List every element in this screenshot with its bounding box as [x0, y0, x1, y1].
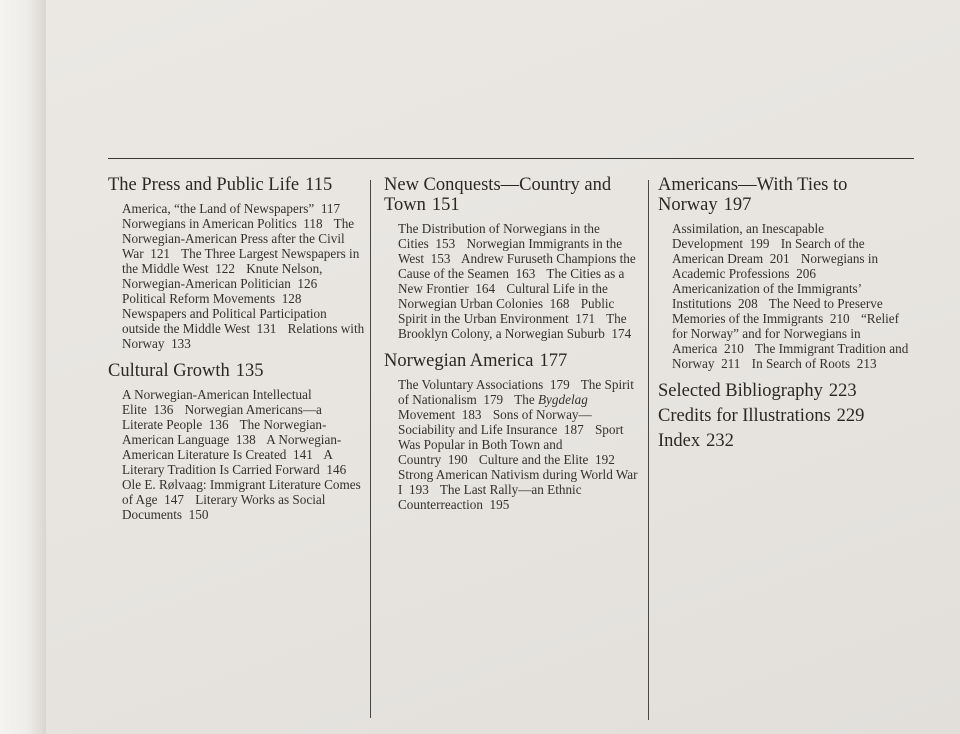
entry-title: Literary Works as Social Documents [122, 492, 326, 522]
entry-page-number: 153 [428, 236, 456, 251]
entry-title: Political Reform Movements [122, 291, 276, 306]
section-heading [658, 406, 914, 426]
entry-title: The Immigrant Tradition and Norway [672, 341, 909, 371]
toc-entry [752, 356, 877, 371]
section-heading [658, 431, 914, 451]
entry-page-number: 122 [208, 261, 235, 276]
section-entries [122, 387, 366, 522]
section-page-number: 223 [828, 381, 857, 401]
entry-title: Cultural Life in the Norwegian Urban Colonies [398, 281, 608, 311]
entry-title: Strong American Nativism during World War I [398, 467, 638, 497]
entry-page-number: 192 [588, 452, 615, 467]
entry-page-number: 150 [182, 507, 209, 522]
entry-page-number: 210 [823, 311, 850, 326]
entry-page-number: 128 [275, 291, 302, 306]
entry-page-number: 153 [424, 251, 451, 266]
entry-page-number: 131 [250, 321, 277, 336]
entry-page-number: 133 [164, 336, 191, 351]
entry-page-number: 118 [296, 216, 323, 231]
section-page-number: 232 [706, 431, 734, 451]
entry-title: “Relief for Norway” and for Norwegians in America [672, 311, 900, 356]
section-heading [108, 361, 366, 381]
toc-section [108, 175, 366, 351]
toc-section [108, 361, 366, 522]
section-heading [384, 351, 640, 371]
section-title: Index [658, 431, 701, 451]
entry-title: Americanization of the Immigrants’ Institutions [672, 281, 862, 311]
entry-title: Norwegians in Academic Professions [672, 251, 879, 281]
entry-page-number: 146 [319, 462, 347, 477]
entry-title: Norwegian Americans—a Literate People [122, 402, 322, 432]
entry-page-number: 171 [568, 311, 596, 326]
section-entries [398, 221, 640, 341]
column-divider-2 [648, 180, 649, 720]
entry-title: Andrew Furuseth Champions the Cause of the Seamen [398, 251, 636, 281]
section-title: New Conquests—Country and Town [384, 175, 612, 215]
entry-title: The Voluntary Associations [398, 377, 544, 392]
entry-page-number: 190 [441, 452, 468, 467]
entry-page-number: 136 [202, 417, 229, 432]
section-entries [672, 221, 914, 371]
section-entries [398, 377, 640, 512]
toc-column-1 [108, 175, 366, 532]
entry-page-number: 211 [714, 356, 741, 371]
entry-title: The Need to Preserve Memories of the Immigrants [672, 296, 883, 326]
entry-title: The Norwegian-American Language [122, 417, 327, 447]
entry-title: In Search of Roots [751, 356, 851, 371]
entry-page-number: 183 [455, 407, 482, 422]
entry-title: The Norwegian-American Press after the Civil War [122, 216, 355, 261]
section-page-number: 151 [431, 195, 460, 215]
toc-entry [122, 216, 323, 231]
section-page-number: 197 [723, 195, 752, 215]
entry-page-number: 199 [743, 236, 770, 251]
section-page-number: 135 [235, 361, 264, 381]
section-title: The Press and Public Life [108, 175, 300, 195]
entry-page-number: 141 [286, 447, 313, 462]
toc-section [384, 175, 640, 341]
section-entries [122, 201, 366, 351]
section-heading [658, 381, 914, 401]
entry-title: America, “the Land of Newspapers” [122, 201, 315, 216]
entry-title: Sons of Norway—Sociability and Life Insurance [398, 407, 592, 437]
entry-title: In Search of the American Dream [672, 236, 865, 266]
entry-title: Knute Nelson, Norwegian-American Politician [122, 261, 323, 291]
toc-section [658, 381, 914, 401]
section-title: Americans—With Ties to Norway [658, 175, 848, 215]
entry-title: The Last Rally—an Ethnic Counterreaction [398, 482, 582, 512]
toc-section [384, 351, 640, 512]
entry-title: Norwegian Immigrants in the West [398, 236, 623, 266]
section-title: Cultural Growth [108, 361, 230, 381]
entry-title: The Distribution of Norwegians in the Cities [398, 221, 600, 251]
toc-entry [122, 291, 301, 306]
entry-title: Assimilation, an Inescapable Development [672, 221, 824, 251]
entry-page-number: 164 [468, 281, 496, 296]
entry-page-number: 174 [604, 326, 632, 341]
entry-title: Relations with Norway [122, 321, 365, 351]
section-page-number: 115 [305, 175, 333, 195]
entry-page-number: 193 [402, 482, 429, 497]
entry-title: The Three Largest Newspapers in the Middle West [122, 246, 360, 276]
section-title: Norwegian America [384, 351, 534, 371]
entry-page-number: 179 [476, 392, 504, 407]
toc-entry [398, 377, 570, 392]
section-title: Selected Bibliography [658, 381, 823, 401]
toc-column-3 [658, 175, 914, 456]
column-divider-1 [370, 180, 371, 718]
toc-section [658, 431, 914, 451]
entry-title: Culture and the Elite [478, 452, 589, 467]
entry-page-number: 187 [557, 422, 584, 437]
top-rule [108, 158, 914, 159]
entry-page-number: 138 [229, 432, 256, 447]
entry-title: A Norwegian-American Literature Is Created [122, 432, 342, 462]
entry-title: The Brooklyn Colony, a Norwegian Suburb [398, 311, 627, 341]
entry-page-number: 117 [314, 201, 341, 216]
toc-section [658, 175, 914, 371]
entry-title: Norwegians in American Politics [122, 216, 297, 231]
entry-page-number: 163 [508, 266, 536, 281]
section-page-number: 229 [836, 406, 865, 426]
book-gutter [0, 0, 46, 734]
entry-page-number: 208 [731, 296, 758, 311]
entry-page-number: 210 [717, 341, 744, 356]
section-heading [108, 175, 366, 195]
entry-page-number: 179 [543, 377, 570, 392]
entry-page-number: 147 [157, 492, 184, 507]
entry-title: A Literary Tradition Is Carried Forward [122, 447, 333, 477]
entry-title: Newspapers and Political Participation outside the Middle West [122, 306, 327, 336]
toc-entry [479, 452, 615, 467]
entry-page-number: 136 [146, 402, 174, 417]
entry-title: The Bygdelag Movement [398, 392, 588, 422]
entry-title: Sport Was Popular in Both Town and Country [398, 422, 624, 467]
section-title: Credits for Illustrations [658, 406, 831, 426]
entry-page-number: 206 [789, 266, 816, 281]
entry-page-number: 121 [143, 246, 171, 261]
entry-title: Public Spirit in the Urban Environment [398, 296, 615, 326]
entry-page-number: 126 [290, 276, 318, 291]
section-page-number: 177 [539, 351, 568, 371]
entry-page-number: 168 [543, 296, 570, 311]
entry-title: The Spirit of Nationalism [398, 377, 634, 407]
section-heading [384, 175, 640, 215]
entry-title: A Norwegian-American Intellectual Elite [122, 387, 312, 417]
toc-section [658, 406, 914, 426]
section-heading [658, 175, 914, 215]
entry-page-number: 201 [763, 251, 790, 266]
entry-title: The Cities as a New Frontier [398, 266, 625, 296]
entry-title: Ole E. Rølvaag: Immigrant Literature Comes of Age [122, 477, 361, 507]
entry-page-number: 195 [482, 497, 510, 512]
entry-page-number: 213 [850, 356, 877, 371]
toc-column-2 [384, 175, 640, 522]
toc-entry [122, 201, 340, 216]
